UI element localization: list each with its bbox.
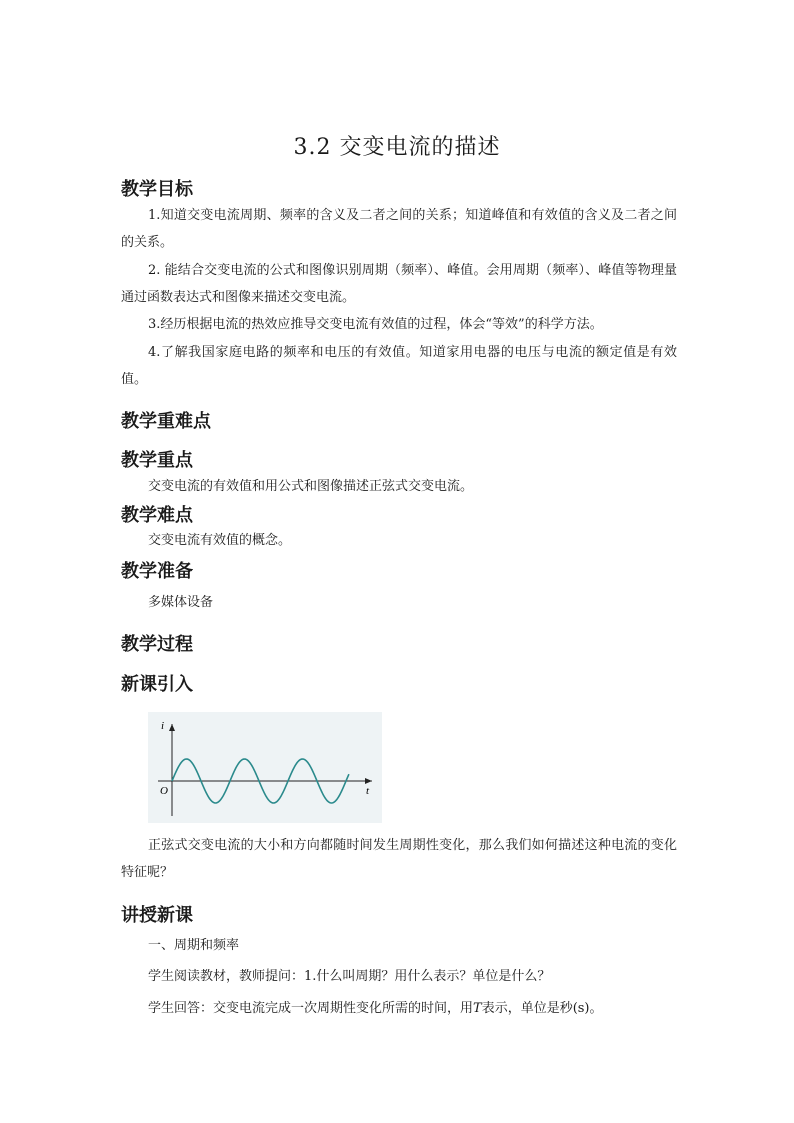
- y-axis-label: i: [161, 720, 165, 732]
- objective-item-3: 3.经历根据电流的热效应推导交变电流有效值的过程，体会“等效”的科学方法。: [148, 317, 603, 332]
- heading-key-difficult: 教学重难点: [121, 411, 211, 432]
- heading-objectives: 教学目标: [121, 179, 193, 200]
- answer-symbol: T: [473, 1001, 482, 1016]
- difficult-points-text: 交变电流有效值的概念。: [148, 533, 292, 548]
- origin-label: O: [160, 785, 168, 797]
- preparation-text: 多媒体设备: [148, 595, 214, 610]
- page-title: 3.2 交变电流的描述: [293, 135, 501, 160]
- sub-heading-period-frequency: 一、周期和频率: [148, 938, 240, 953]
- answer-prefix: 学生回答：交变电流完成一次周期性变化所需的时间，用: [148, 1001, 474, 1016]
- answer-suffix: 表示，单位是秒(s)。: [481, 1001, 603, 1016]
- objective-item-4: 4.了解我国家庭电路的频率和电压的有效值。知道家用电器的电压与电流的额定值是有效值。: [121, 345, 677, 387]
- sine-wave-graph: [148, 712, 382, 823]
- heading-intro: 新课引入: [121, 674, 193, 695]
- key-points-text: 交变电流的有效值和用公式和图像描述正弦式交变电流。: [148, 479, 474, 494]
- intro-text: 正弦式交变电流的大小和方向都随时间发生周期性变化，那么我们如何描述这种电流的变化特征呢？: [121, 838, 677, 880]
- heading-process: 教学过程: [121, 634, 193, 655]
- heading-new-lesson: 讲授新课: [121, 905, 193, 926]
- sine-wave-figure: [148, 712, 382, 823]
- heading-difficult-points: 教学难点: [121, 505, 193, 526]
- objective-item-2: 2. 能结合交变电流的公式和图像识别周期（频率）、峰值。会用周期（频率）、峰值等物理量通过函数表达式和图像来描述交变电流。: [121, 263, 677, 305]
- heading-preparation: 教学准备: [121, 561, 193, 582]
- objective-item-1: 1.知道交变电流周期、频率的含义及二者之间的关系；知道峰值和有效值的含义及二者之间的关系。: [121, 208, 677, 250]
- heading-key-points: 教学重点: [121, 450, 193, 471]
- student-answer: [121, 995, 677, 1022]
- teacher-question: 学生阅读教材，教师提问：1.什么叫周期？用什么表示？单位是什么？: [148, 969, 551, 984]
- x-axis-label: t: [366, 785, 370, 797]
